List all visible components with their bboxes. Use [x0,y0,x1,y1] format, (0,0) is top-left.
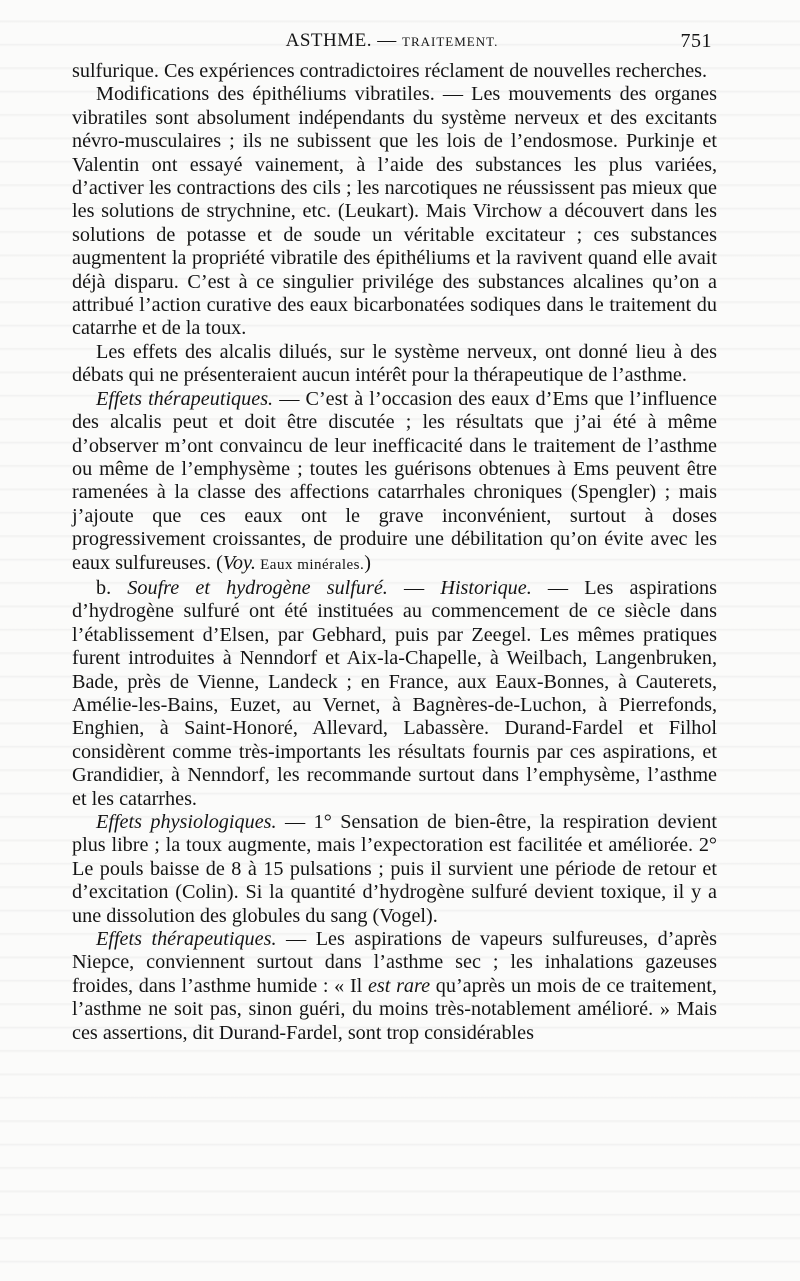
section-heading: Effets physiologiques. [96,811,277,833]
paragraph-text: — Les aspirations de vapeurs sulfureuses, d’après Niepce, conviennent surtout dans l’asthme sec ; les inhalations gazeuses froides, dans l’asthme humide : « Il [72,928,717,997]
page-header [72,30,712,56]
section-heading: Soufre et hydrogène sulfuré. [127,576,388,599]
section-heading: Modifications des épithéliums vibratiles. [96,83,435,106]
paragraph-effets-therapeutiques-2 [72,928,717,1045]
page-body [72,60,717,1045]
running-head-title: ASTHME. [285,30,373,51]
reference-target: Eaux minérales. [255,556,365,573]
subsection-heading: Historique. [440,576,532,599]
paragraph-text: sulfurique. Ces expériences contradictoires réclament de nouvelles recherches. [72,60,708,82]
paragraph-effets-physiologiques [72,811,717,928]
paragraph-continuation [72,60,717,83]
paragraph-text: — Les aspirations d’hydrogène sulfuré ont été instituées au commencement de ce siècle dans l’établissement d’Elsen, par Gebhard, puis par Zeegel. Les mêmes pratiques furent introduites à Nenndorf et Aix-la-Chapelle, à Weilbach, Langenbruken, Bade, près de Vienne, Landeck ; en France, aux Eaux-Bonnes, à Cauterets, Amélie-les-Bains, Euzet, au Vernet, à Bagnères-de-Luchon, à Pierrefonds, Enghien, à Saint-Honoré, Allevard, Labassère. Durand-Fardel et Filhol considèrent comme très-importants les résultats fournis par ces aspirations, et Grandidier, à Nenndorf, les recommande surtout dans l’emphysème, l’asthme et les catarrhes. [72,576,718,810]
reference-voy: Voy. [222,551,256,574]
paragraph-text: — 1° Sensation de bien-être, la respiration devient plus libre ; la toux augmente, mais l’expectoration est facilitée et améliorée. 2° Le pouls baisse de 8 à 15 pulsations ; puis il survient une période de retour et d’excitation (Colin). Si la quantité d’hydrogène sulfuré devient toxique, il y a une dissolution des globules du sang (Vogel). [72,811,718,927]
section-heading: Effets thérapeutiques. [96,928,277,951]
paragraph-text: qu’après un mois de ce traitement, l’asthme ne soit pas, sinon guéri, du moins très-notablement amélioré. » Mais ces assertions, dit Durand-Fardel, sont trop considérables [72,974,717,1044]
paragraph-soufre [72,577,717,811]
section-heading: Effets thérapeutiques. [96,387,274,410]
section-letter: b. [96,576,128,599]
running-head-dash: — [377,30,397,51]
paragraph-text: — C’est à l’occasion des eaux d’Ems que l’influence des alcalis peut et doit être discutée ; les résultats que j’ai été à même d’observer m’ont convaincu de leur inefficacité dans le traitement de l’asthme ou même de l’emphysème ; toutes les guérisons obtenues à Ems peuvent être ramenées à la classe des affections catarrhales chroniques (Spengler) ; mais j’ajoute que ces eaux ont le grave inconvénient, surtout à doses progressivement croissantes, de produire une débilitation qu’on évite avec les eaux sulfureuses. ( [72,387,717,574]
paragraph-text: — Les mouvements des organes vibratiles sont absolument indépendants du système nerveux et des excitants névro-musculaires ; ils ne subissent que les lois de l’endosmose. Purkinje et Valentin ont essayé vainement, à l’aide des substances les plus variées, d’activer les contractions des cils ; les narcotiques ne réussissent pas mieux que les solutions de strychnine, etc. (Leukart). Mais Virchow a découvert dans les solutions de potasse et de soude un véritable excitateur ; ces substances augmentent la propriété vibratile des épithéliums et la ravivent quand elle avait déjà disparu. C’est à ce singulier privilége des substances alcalines qu’on a attribué l’action curative des eaux bicarbonatées sodiques dans le traitement du catarrhe et de la toux. [72,83,717,340]
running-head [72,30,712,52]
paragraph-text: Les effets des alcalis dilués, sur le système nerveux, ont donné lieu à des débats qui ne présenteraient aucun intérêt pour la thérapeutique de l’asthme. [72,340,717,387]
heading-dash: — [387,576,441,599]
paragraph-effets-therapeutiques-1 [72,388,717,577]
paragraph-alcalis [72,341,717,388]
running-head-subtitle: TRAITEMENT. [402,34,499,49]
paragraph-text-close: ) [364,551,372,574]
paragraph-vibratile [72,83,717,340]
page-number: 751 [680,30,712,52]
emphasis: est rare [367,974,431,997]
